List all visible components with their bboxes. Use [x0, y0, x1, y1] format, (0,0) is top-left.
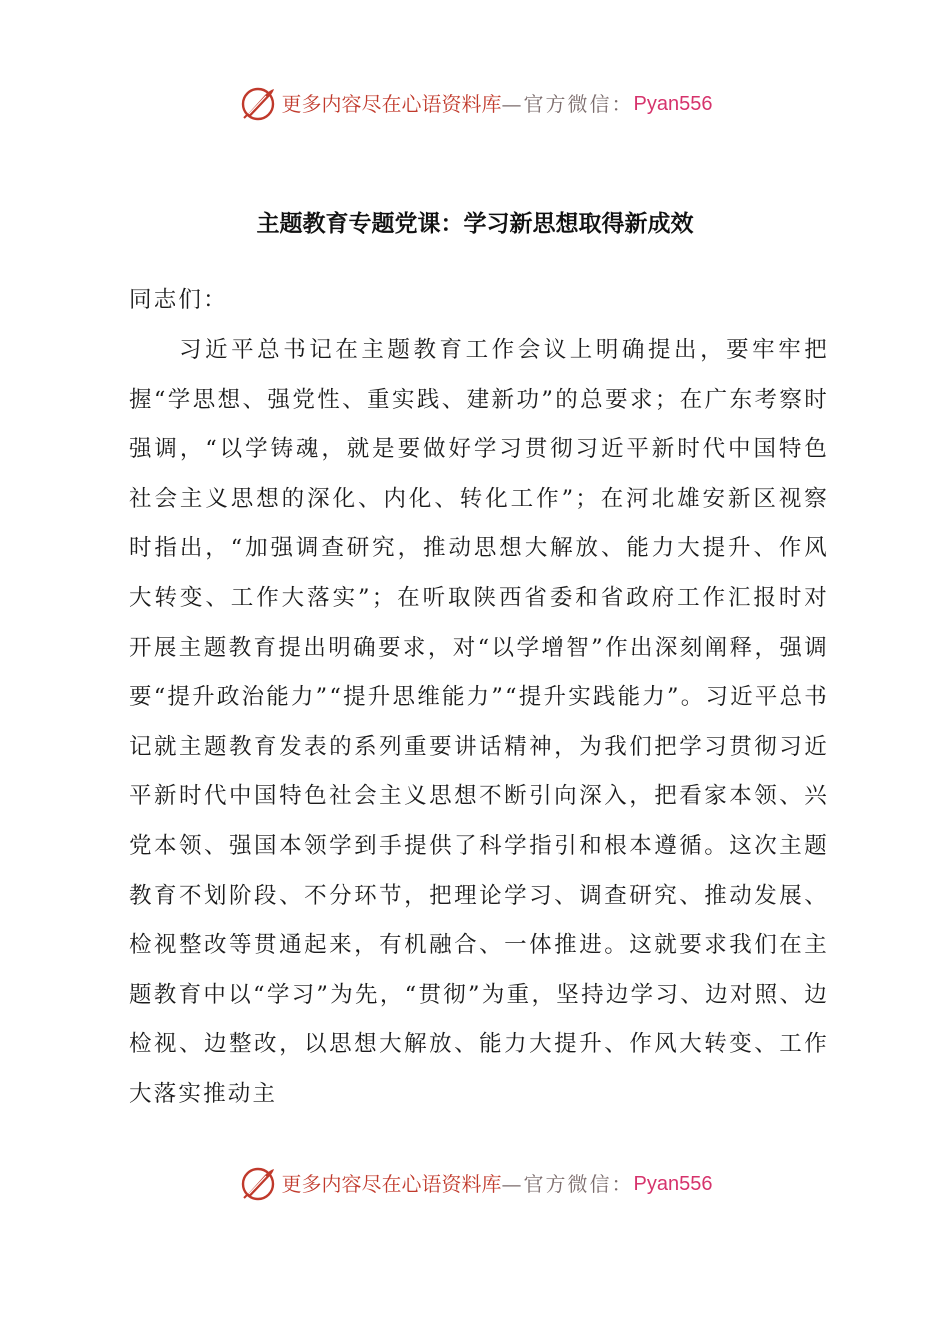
- salutation: 同志们：: [129, 287, 228, 313]
- banner-tail-text: —官方微信：: [501, 92, 634, 116]
- body-paragraph: 习近平总书记在主题教育工作会议上明确提出，要牢牢把握“学思想、强党性、重实践、建新功”的总要求；在广东考察时强调，“以学铸魂，就是要做好学习贯彻习近平新时代中国特色社会主义思想的深化、内化、转化工作”；在河北雄安新区视察时指出，“加强调查研究，推动思想大解放、能力大提升、作风大转变、工作大落实”；在听取陕西省委和省政府工作汇报时对开展主题教育提出明确要求，对“以学增智”作出深刻阐释，强调要“提升政治能力”“提升思维能力”“提升实践能力”。习近平总书记就主题教育发表的系列重要讲话精神，为我们把学习贯彻习近平新时代中国特色社会主义思想不断引向深入，把看家本领、兴党本领、强国本领学到手提供了科学指引和根本遵循。这次主题教育不划阶段、不分环节，把理论学习、调查研究、推动发展、检视整改等贯通起来，有机融合、一体推进。这就要求我们在主题教育中以“学习”为先，“贯彻”为重，坚持边学习、边对照、边检视、边整改，以思想大解放、能力大提升、作风大转变、工作大落实推动主: [129, 337, 829, 1107]
- quill-pen-logo-icon: [238, 84, 278, 124]
- banner-tail-text: —官方微信：: [501, 1172, 634, 1196]
- footer-banner[interactable]: [0, 1162, 950, 1206]
- quill-pen-logo-icon: [238, 1164, 278, 1204]
- header-banner[interactable]: [0, 82, 950, 126]
- document-title: 主题教育专题党课：学习新思想取得新成效: [256, 211, 694, 237]
- banner-lead-text: 更多内容尽在心语资料库: [281, 1172, 502, 1196]
- banner-wechat-id: Pyan556: [633, 1173, 713, 1195]
- banner-wechat-id: Pyan556: [633, 93, 713, 115]
- banner-lead-text: 更多内容尽在心语资料库: [281, 92, 502, 116]
